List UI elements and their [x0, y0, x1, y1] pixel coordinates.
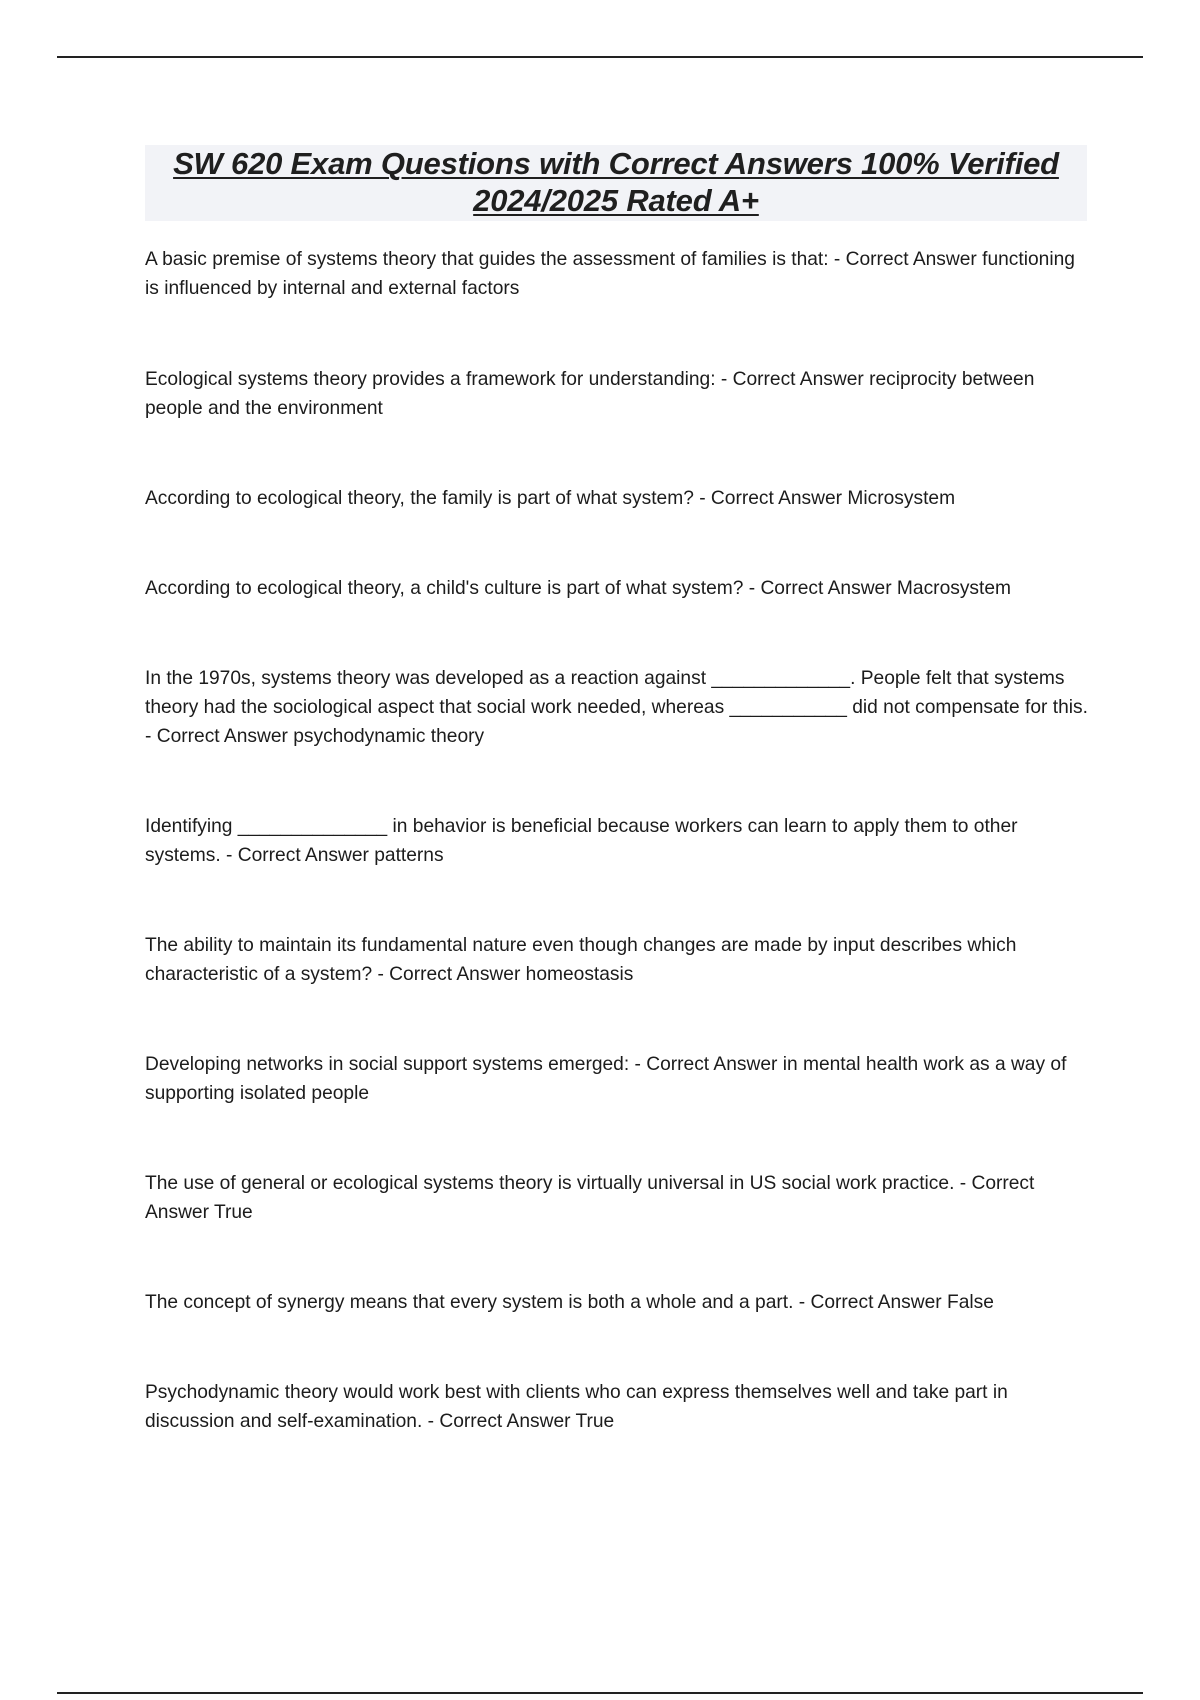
question-item: Developing networks in social support systems emerged: - Correct Answer in mental health work as a way of supporting isolated people [145, 1054, 1067, 1104]
question-item: Ecological systems theory provides a framework for understanding: - Correct Answer reciprocity between people and the environment [145, 369, 1035, 419]
bottom-rule [57, 1692, 1143, 1694]
document-title [145, 145, 1087, 221]
question-item: In the 1970s, systems theory was developed as a reaction against _____________. People felt that systems theory had the sociological aspect that social work needed, whereas ___________ did not compensate for this. - Correct Answer psychodynamic theory [145, 668, 1088, 747]
question-item: Identifying ______________ in behavior is beneficial because workers can learn to apply them to other systems. - Correct Answer patterns [145, 816, 1018, 866]
question-item: Psychodynamic theory would work best with clients who can express themselves well and take part in discussion and self-examination. - Correct Answer True [145, 1382, 1008, 1432]
question-item: According to ecological theory, the family is part of what system? - Correct Answer Microsystem [145, 488, 956, 509]
title-line-2: 2024/2025 Rated A+ [473, 183, 759, 218]
question-item: The ability to maintain its fundamental nature even though changes are made by input describes which characteristic of a system? - Correct Answer homeostasis [145, 935, 1017, 985]
question-item: A basic premise of systems theory that guides the assessment of families is that: - Correct Answer functioning is influenced by internal and external factors [145, 249, 1075, 299]
question-item: The concept of synergy means that every system is both a whole and a part. - Correct Answer False [145, 1292, 994, 1313]
question-item: The use of general or ecological systems theory is virtually universal in US social work practice. - Correct Answer True [145, 1173, 1035, 1223]
top-rule [57, 56, 1143, 58]
question-item: According to ecological theory, a child's culture is part of what system? - Correct Answer Macrosystem [145, 578, 1012, 599]
title-line-1: SW 620 Exam Questions with Correct Answers 100% Verified [173, 146, 1059, 181]
question-list [145, 245, 1090, 1436]
